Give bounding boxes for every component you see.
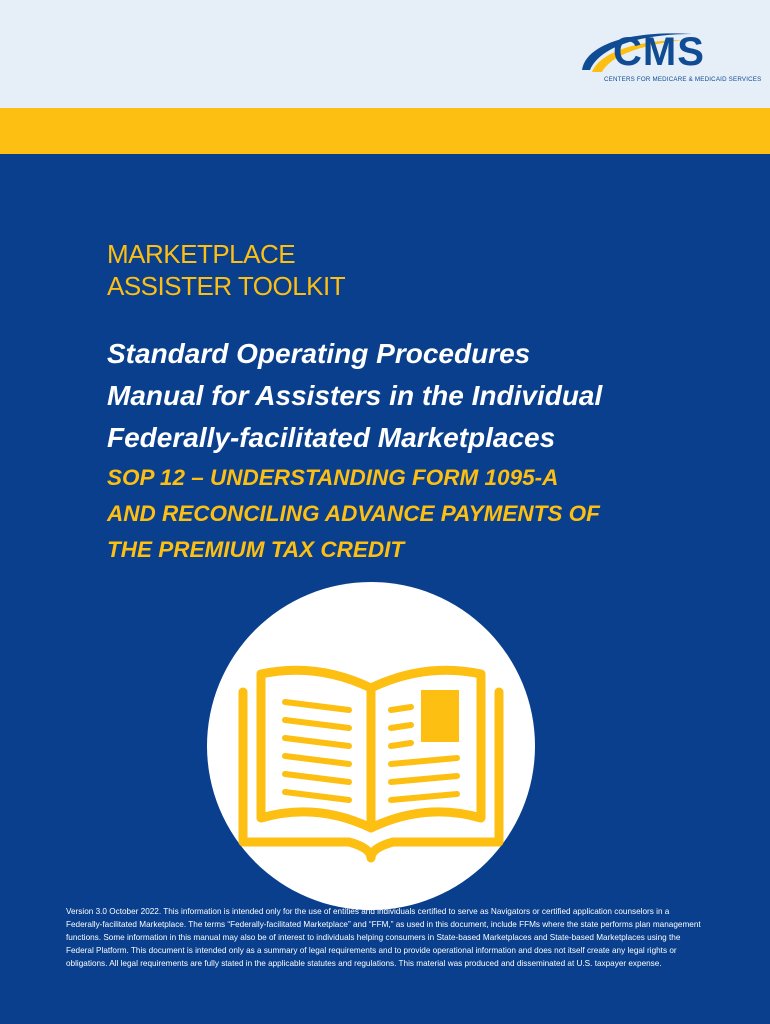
subtitle-line-3: THE PREMIUM TAX CREDIT	[107, 537, 405, 562]
disclaimer-text: Version 3.0 October 2022. This information is intended only for the use of entities and individuals certified to serve as Navigators or certified application counselors in a Federally-facilitated Marketplace. The terms “Federally-facilitated Marketplace” and “FFM,” as used in this document, include FFMs where the state performs plan management functions. Some information in this manual may also be of interest to individuals helping consumers in State-based Marketplaces and State-based Marketplaces using the Federal Platform. This document is intended only as a summary of legal requirements and to provide operational information and does not itself create any legal rights or obligations. All legal requirements are fully stated in the applicable statutes and regulations. This material was produced and disseminated at U.S. taxpayer expense.	[66, 907, 701, 968]
toolkit-line-2: ASSISTER TOOLKIT	[107, 271, 346, 301]
document-title	[107, 333, 727, 459]
toolkit-line-1: MARKETPLACE	[107, 239, 296, 269]
subtitle-line-2: AND RECONCILING ADVANCE PAYMENTS OF	[107, 501, 600, 526]
yellow-band	[0, 108, 770, 154]
title-line-1: Standard Operating Procedures	[107, 338, 531, 369]
subtitle-line-1: SOP 12 – UNDERSTANDING FORM 1095-A	[107, 465, 559, 490]
cms-logo-text: CMS	[613, 30, 705, 74]
open-book-icon	[237, 652, 505, 864]
title-line-3: Federally-facilitated Marketplaces	[107, 422, 556, 453]
title-line-2: Manual for Assisters in the Individual	[107, 380, 603, 411]
document-subtitle	[107, 460, 747, 568]
toolkit-heading	[107, 238, 345, 302]
cms-logo-subtitle: CENTERS FOR MEDICARE & MEDICAID SERVICES	[604, 76, 762, 83]
